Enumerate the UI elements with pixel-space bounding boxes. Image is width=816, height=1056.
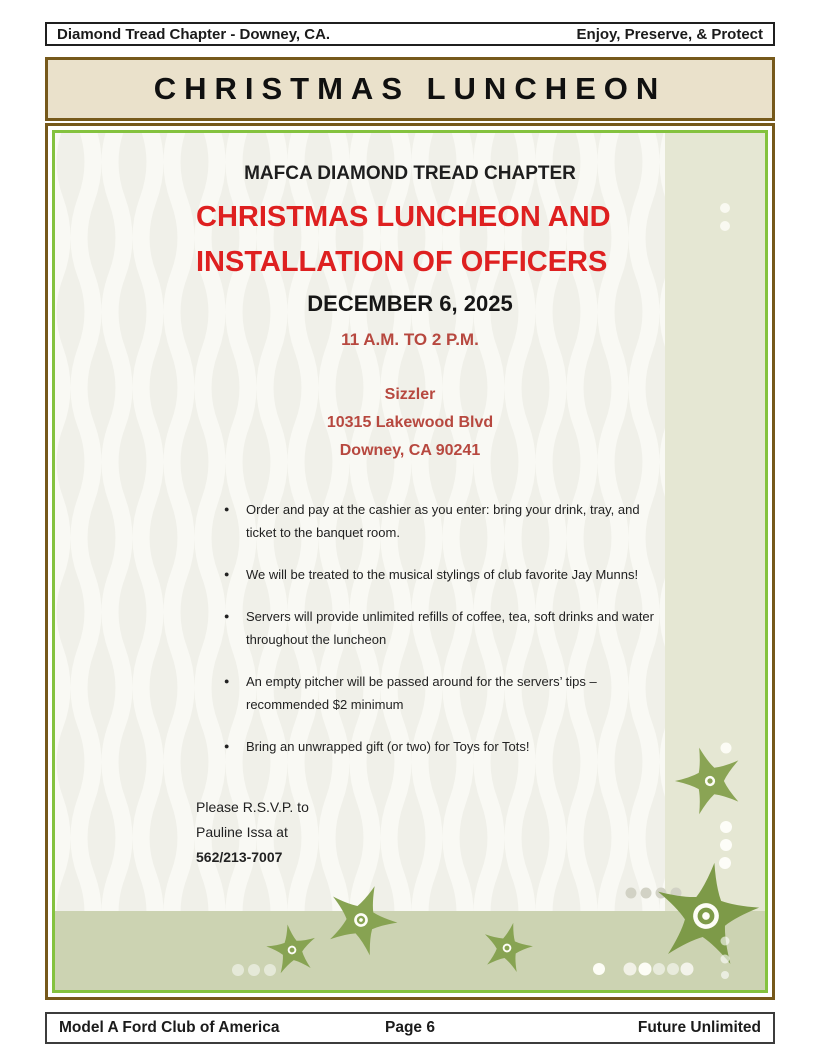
flyer <box>52 130 768 993</box>
event-details-list <box>223 498 655 777</box>
flyer-organization: MAFCA DIAMOND TREAD CHAPTER <box>244 163 576 184</box>
header-left-text: Diamond Tread Chapter - Downey, CA. <box>57 25 331 43</box>
flyer-title <box>196 195 611 285</box>
venue-city: Downey, CA 90241 <box>339 442 481 459</box>
flyer-frame <box>45 123 775 1000</box>
list-item: ● An empty pitcher will be passed around for the servers’ tips – recommended $2 minimum <box>223 670 655 716</box>
footer-left-text: Model A Ford Club of America <box>59 1019 280 1036</box>
rsvp-line2: Pauline Issa at <box>196 824 288 840</box>
event-time: 11 A.M. TO 2 P.M. <box>341 330 479 349</box>
footer-right-text: Future Unlimited <box>637 1019 761 1036</box>
banner <box>45 57 775 121</box>
rsvp-line1: Please R.S.V.P. to <box>196 799 309 815</box>
rsvp-block <box>196 795 309 870</box>
venue-name: Sizzler <box>384 386 436 403</box>
header-right-text: Enjoy, Preserve, & Protect <box>576 25 763 43</box>
list-item: ● Bring an unwrapped gift (or two) for Toys for Tots! <box>223 735 655 758</box>
list-item: ● We will be treated to the musical stylings of club favorite Jay Munns! <box>223 563 655 586</box>
list-item: ● Order and pay at the cashier as you enter: bring your drink, tray, and ticket to the banquet room. <box>223 498 655 544</box>
banner-title: CHRISTMAS LUNCHEON <box>153 71 667 106</box>
event-date: DECEMBER 6, 2025 <box>307 291 513 316</box>
list-item: ● Servers will provide unlimited refills of coffee, tea, soft drinks and water throughout the luncheon <box>223 605 655 651</box>
venue-street: 10315 Lakewood Blvd <box>326 414 494 431</box>
venue-block <box>55 381 765 465</box>
footer-page-number: Page 6 <box>385 1019 435 1036</box>
flyer-title-line1: CHRISTMAS LUNCHEON AND <box>196 201 611 233</box>
page-header <box>45 22 775 46</box>
flyer-title-line2: INSTALLATION OF OFFICERS <box>196 246 608 278</box>
page-footer <box>45 1012 775 1044</box>
flyer-content <box>55 133 765 990</box>
rsvp-phone: 562/213-7007 <box>196 849 283 865</box>
